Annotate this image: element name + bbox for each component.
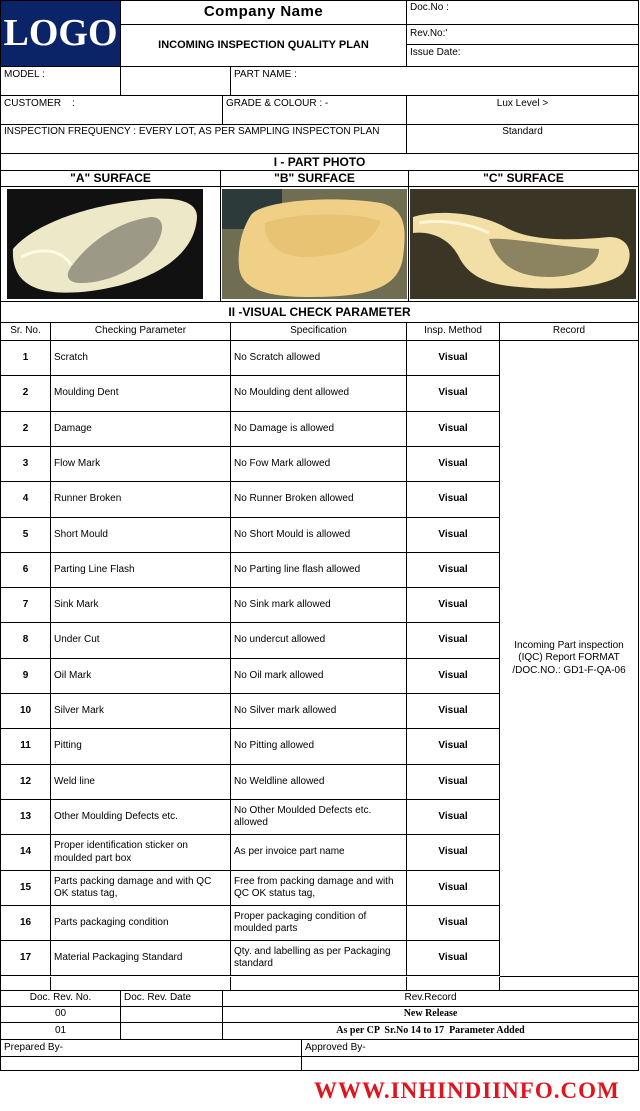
row-insp-method: Visual (407, 765, 500, 800)
row-sr-no: 2 (1, 376, 51, 412)
row-sr-no: 9 (1, 659, 51, 694)
row-insp-method: Visual (407, 447, 500, 482)
row-specification: No Short Mould is allowed (231, 518, 407, 553)
surface-c-part-image (409, 187, 638, 301)
row-insp-method: Visual (407, 341, 500, 376)
row-checking-parameter: Damage (51, 412, 231, 447)
rev-row-date (121, 1007, 223, 1023)
row-insp-method: Visual (407, 941, 500, 976)
surface-c-label: "C" SURFACE (409, 171, 639, 187)
rev-col-no: Doc. Rev. No. (1, 991, 121, 1007)
row-insp-method: Visual (407, 906, 500, 941)
row-insp-method: Visual (407, 800, 500, 835)
row-checking-parameter: Material Packaging Standard (51, 941, 231, 976)
row-checking-parameter: Flow Mark (51, 447, 231, 482)
row-checking-parameter: Parting Line Flash (51, 553, 231, 588)
model-label: MODEL : (1, 67, 121, 96)
row-checking-parameter: Under Cut (51, 623, 231, 659)
rev-row-no: 00 (1, 1007, 121, 1023)
row-sr-no: 4 (1, 482, 51, 518)
surface-b-part-image (221, 187, 408, 301)
rev-row-date (121, 1023, 223, 1040)
row-sr-no: 14 (1, 835, 51, 871)
row-specification: No Damage is allowed (231, 412, 407, 447)
rev-no-label: Rev.No:' (407, 25, 639, 45)
row-checking-parameter: Weld line (51, 765, 231, 800)
row-specification: No undercut allowed (231, 623, 407, 659)
spacer-cell (500, 977, 639, 991)
row-insp-method: Visual (407, 376, 500, 412)
spacer-cell (1, 977, 51, 991)
surface-a-label: "A" SURFACE (1, 171, 221, 187)
row-sr-no: 16 (1, 906, 51, 941)
row-specification: No Silver mark allowed (231, 694, 407, 729)
row-specification: No Pitting allowed (231, 729, 407, 765)
row-specification: Proper packaging condition of moulded parts (231, 906, 407, 941)
inspection-frequency: INSPECTION FREQUENCY : EVERY LOT, AS PER SAMPLING INSPECTON PLAN (1, 125, 407, 154)
plan-title: INCOMING INSPECTION QUALITY PLAN (121, 25, 407, 67)
row-specification: No Parting line flash allowed (231, 553, 407, 588)
row-specification: No Oil mark allowed (231, 659, 407, 694)
row-specification: Free from packing damage and with QC OK status tag, (231, 871, 407, 906)
lux-level-label: Lux Level > (407, 96, 639, 125)
row-insp-method: Visual (407, 412, 500, 447)
rev-col-date: Doc. Rev. Date (121, 991, 223, 1007)
row-sr-no: 10 (1, 694, 51, 729)
prepared-by: Prepared By- (1, 1040, 302, 1057)
row-sr-no: 1 (1, 341, 51, 376)
signoff-space (1, 1057, 302, 1071)
row-specification: No Moulding dent allowed (231, 376, 407, 412)
col-record: Record (500, 323, 639, 341)
row-insp-method: Visual (407, 694, 500, 729)
row-sr-no: 2 (1, 412, 51, 447)
surface-a-part-image (1, 187, 220, 301)
surface-c-photo-cell (409, 187, 639, 302)
row-checking-parameter: Short Mould (51, 518, 231, 553)
row-sr-no: 6 (1, 553, 51, 588)
row-insp-method: Visual (407, 588, 500, 623)
row-checking-parameter: Pitting (51, 729, 231, 765)
row-specification: No Weldline allowed (231, 765, 407, 800)
surface-b-label: "B" SURFACE (221, 171, 409, 187)
row-checking-parameter: Oil Mark (51, 659, 231, 694)
row-sr-no: 5 (1, 518, 51, 553)
website-watermark: WWW.INHINDIINFO.COM (314, 1078, 620, 1103)
record-reference: Incoming Part inspection (IQC) Report FORMAT /DOC.NO.: GD1-F-QA-06 (500, 341, 639, 977)
row-insp-method: Visual (407, 553, 500, 588)
part-photo-title: I - PART PHOTO (1, 154, 639, 171)
row-sr-no: 7 (1, 588, 51, 623)
company-logo: LOGO (1, 1, 121, 67)
surface-b-photo-cell (221, 187, 409, 302)
row-sr-no: 3 (1, 447, 51, 482)
customer-label: CUSTOMER : (1, 96, 223, 125)
rev-row-record: New Release (223, 1007, 639, 1023)
col-checking-parameter: Checking Parameter (51, 323, 231, 341)
spacer-cell (51, 977, 231, 991)
spacer-cell (407, 977, 500, 991)
row-checking-parameter: Proper identification sticker on moulded part box (51, 835, 231, 871)
row-insp-method: Visual (407, 623, 500, 659)
row-checking-parameter: Other Moulding Defects etc. (51, 800, 231, 835)
approved-by: Approved By- (302, 1040, 639, 1057)
issue-date-label: Issue Date: (407, 45, 639, 67)
row-sr-no: 12 (1, 765, 51, 800)
row-sr-no: 13 (1, 800, 51, 835)
row-specification: No Sink mark allowed (231, 588, 407, 623)
row-specification: No Runner Broken allowed (231, 482, 407, 518)
col-specification: Specification (231, 323, 407, 341)
row-insp-method: Visual (407, 871, 500, 906)
visual-check-title: II -VISUAL CHECK PARAMETER (1, 302, 639, 323)
row-specification: No Scratch allowed (231, 341, 407, 376)
col-insp-method: Insp. Method (407, 323, 500, 341)
row-sr-no: 17 (1, 941, 51, 976)
signoff-space (302, 1057, 639, 1071)
row-sr-no: 11 (1, 729, 51, 765)
model-value (121, 67, 231, 96)
row-specification: No Fow Mark allowed (231, 447, 407, 482)
grade-colour-label: GRADE & COLOUR : - (223, 96, 407, 125)
row-insp-method: Visual (407, 729, 500, 765)
row-insp-method: Visual (407, 518, 500, 553)
row-checking-parameter: Silver Mark (51, 694, 231, 729)
row-sr-no: 8 (1, 623, 51, 659)
row-specification: As per invoice part name (231, 835, 407, 871)
row-checking-parameter: Scratch (51, 341, 231, 376)
row-checking-parameter: Runner Broken (51, 482, 231, 518)
row-checking-parameter: Sink Mark (51, 588, 231, 623)
spacer-cell (231, 977, 407, 991)
row-specification: Qty. and labelling as per Packaging standard (231, 941, 407, 976)
rev-row-record: As per CP Sr.No 14 to 17 Parameter Added (223, 1023, 639, 1040)
row-checking-parameter: Parts packaging condition (51, 906, 231, 941)
row-specification: No Other Moulded Defects etc. allowed (231, 800, 407, 835)
row-insp-method: Visual (407, 835, 500, 871)
surface-a-photo-cell (1, 187, 221, 302)
row-checking-parameter: Moulding Dent (51, 376, 231, 412)
standard-label: Standard (407, 125, 639, 154)
rev-col-record: Rev.Record (223, 991, 639, 1007)
row-checking-parameter: Parts packing damage and with QC OK status tag, (51, 871, 231, 906)
row-insp-method: Visual (407, 659, 500, 694)
doc-no-label: Doc.No : (407, 1, 639, 25)
company-name: Company Name (121, 1, 407, 25)
rev-row-no: 01 (1, 1023, 121, 1040)
part-name-label: PART NAME : (231, 67, 639, 96)
col-sr-no: Sr. No. (1, 323, 51, 341)
row-sr-no: 15 (1, 871, 51, 906)
row-insp-method: Visual (407, 482, 500, 518)
